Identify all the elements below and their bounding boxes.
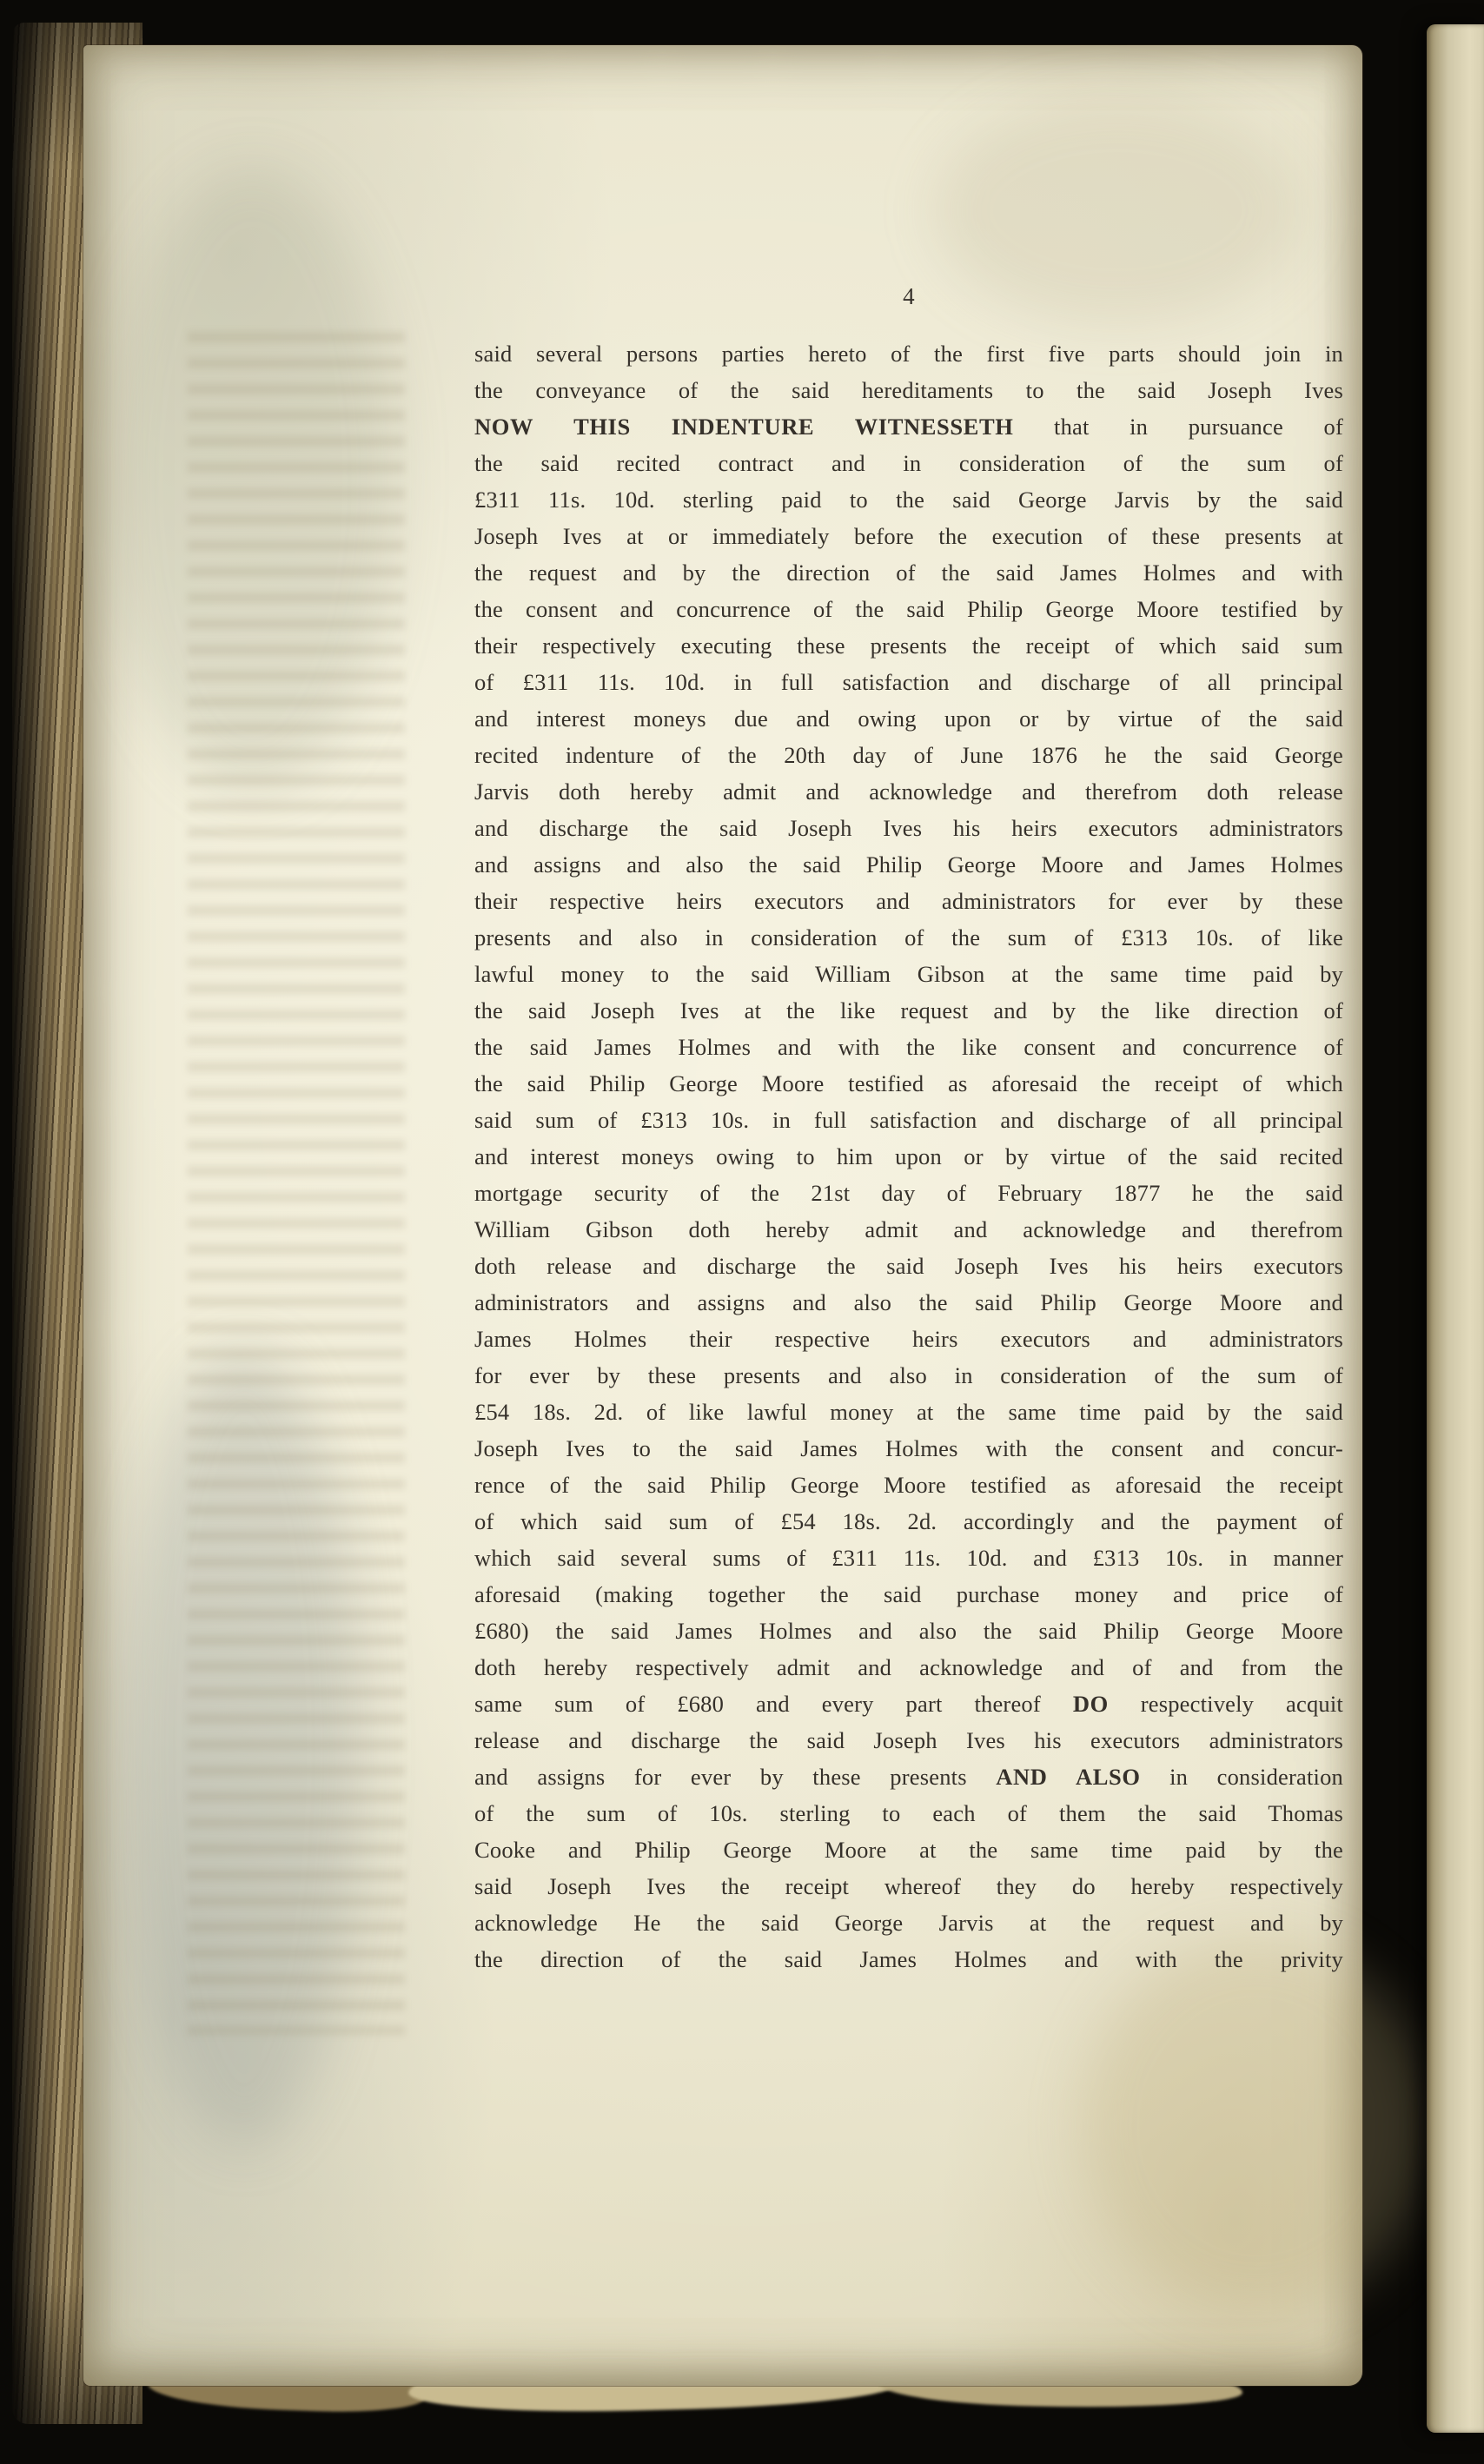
text-line: lawful money to the said William Gibson at the same time paid by [474,961,1343,987]
text-line: the consent and concurrence of the said Philip George Moore testified by [474,596,1343,622]
text-line: for ever by these presents and also in consideration of the sum of [474,1362,1343,1388]
text-line: the request and by the direction of the said James Holmes and with [474,560,1343,586]
text-line: release and discharge the said Joseph Ives his executors administrators [474,1727,1343,1753]
text-line: NOW THIS INDENTURE WITNESSETH that in pursuance of [474,414,1343,440]
text-line: aforesaid (making together the said purchase money and price of [474,1581,1343,1607]
text-line: said several persons parties hereto of the first five parts should join in [474,341,1343,367]
text-line: £680) the said James Holmes and also the said Philip George Moore [474,1618,1343,1644]
deed-text-block [474,278,1343,1977]
text-line: and interest moneys owing to him upon or by virtue of the said recited [474,1143,1343,1169]
text-line: of which said sum of £54 18s. 2d. accordingly and the payment of [474,1508,1343,1534]
text-line: Cooke and Philip George Moore at the same time paid by the [474,1837,1343,1863]
text-line: £54 18s. 2d. of like lawful money at the same time paid by the said [474,1399,1343,1425]
deed-text-lines [474,335,1343,1977]
text-line: the said Joseph Ives at the like request and by the like direction of [474,997,1343,1023]
text-line: and discharge the said Joseph Ives his heirs executors administrators [474,815,1343,841]
reverse-side-show-through [188,332,405,2035]
text-line: recited indenture of the 20th day of June 1876 he the said George [474,742,1343,768]
paper-stain [1083,1939,1430,2313]
text-line: Joseph Ives at or immediately before the execution of these presents at [474,523,1343,549]
page-number: 4 [903,283,915,309]
text-line: doth release and discharge the said Joseph Ives his heirs executors [474,1253,1343,1279]
text-line: the said Philip George Moore testified as aforesaid the receipt of which [474,1070,1343,1096]
next-page-edge [1427,24,1484,2433]
text-line: administrators and assigns and also the said Philip George Moore and [474,1289,1343,1315]
text-line: and assigns and also the said Philip George Moore and James Holmes [474,851,1343,878]
text-line: said sum of £313 10s. in full satisfaction and discharge of all principal [474,1107,1343,1133]
text-line: said Joseph Ives the receipt whereof they do hereby respectively [474,1873,1343,1899]
text-line: their respective heirs executors and administrators for ever by these [474,888,1343,914]
text-line: the said recited contract and in consideration of the sum of [474,450,1343,476]
text-line: the said James Holmes and with the like consent and concurrence of [474,1034,1343,1060]
document-page [83,45,1362,2386]
text-line: of £311 11s. 10d. in full satisfaction and discharge of all principal [474,669,1343,695]
text-line: same sum of £680 and every part thereof DO respectively acquit [474,1691,1343,1717]
text-line: doth hereby respectively admit and acknowledge and of and from the [474,1654,1343,1680]
text-line: acknowledge He the said George Jarvis at the request and by [474,1910,1343,1936]
text-line: which said several sums of £311 11s. 10d. and £313 10s. in manner [474,1545,1343,1571]
text-line: the direction of the said James Holmes and with the privity [474,1946,1343,1972]
text-line: James Holmes their respective heirs executors and administrators [474,1326,1343,1352]
text-line: £311 11s. 10d. sterling paid to the said George Jarvis by the said [474,487,1343,513]
text-line: the conveyance of the said hereditaments to the said Joseph Ives [474,377,1343,403]
text-line: William Gibson doth hereby admit and acknowledge and therefrom [474,1216,1343,1242]
text-line: their respectively executing these presents the receipt of which said sum [474,633,1343,659]
text-line: Joseph Ives to the said James Holmes with the consent and concur- [474,1435,1343,1461]
text-line: and assigns for ever by these presents AND ALSO in consideration [474,1764,1343,1790]
text-line: of the sum of 10s. sterling to each of them the said Thomas [474,1800,1343,1826]
text-line: mortgage security of the 21st day of February 1877 he the said [474,1180,1343,1206]
text-line: presents and also in consideration of the sum of £313 10s. of like [474,924,1343,950]
text-line: rence of the said Philip George Moore testified as aforesaid the receipt [474,1472,1343,1498]
text-line: and interest moneys due and owing upon or by virtue of the said [474,705,1343,732]
text-line: Jarvis doth hereby admit and acknowledge and therefrom doth release [474,778,1343,805]
